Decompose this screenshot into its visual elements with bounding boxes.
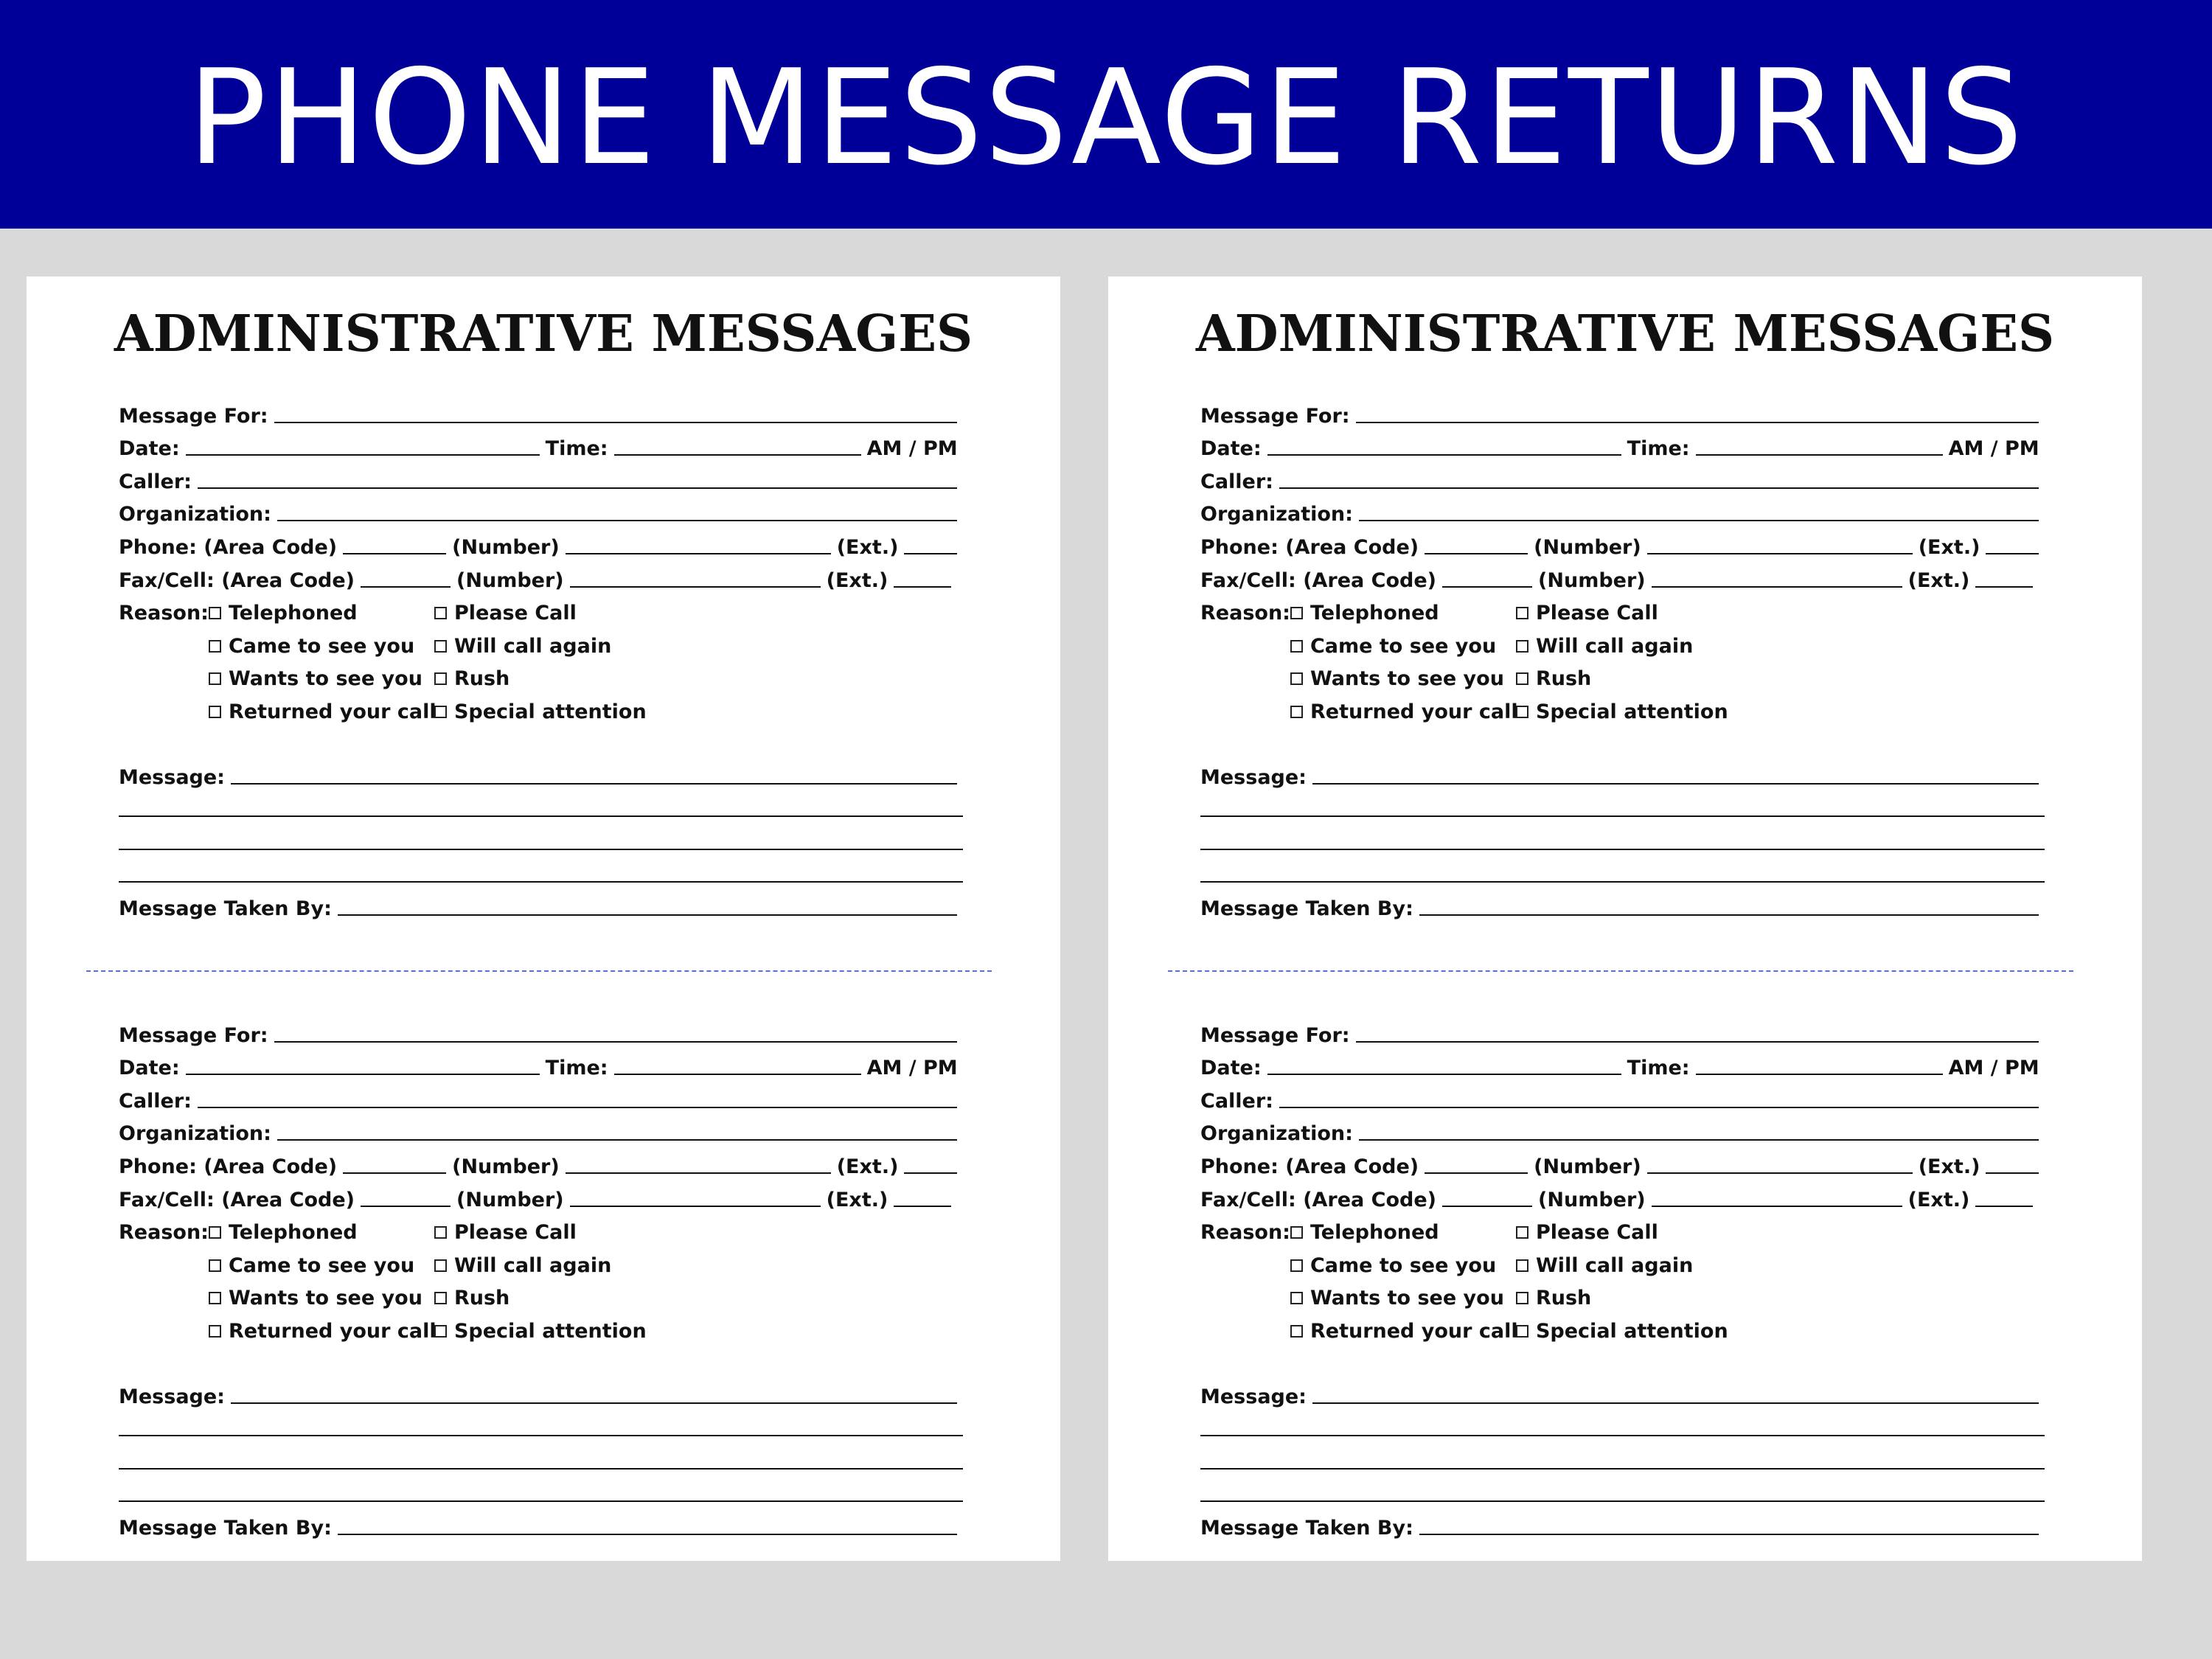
- reason-option[interactable]: [434, 1254, 655, 1277]
- message-line-field[interactable]: [1200, 1435, 2045, 1436]
- reason-option-label: Special attention: [453, 1319, 647, 1343]
- message-for-row: [1200, 394, 2045, 428]
- reason-option[interactable]: [1516, 1287, 1737, 1310]
- reason-options: [1290, 592, 1737, 723]
- message-for-row: [119, 1014, 963, 1047]
- reason-option-label: Will call again: [1535, 1253, 1694, 1277]
- reason-label: Reason:: [1200, 602, 1290, 625]
- spacer: [1200, 723, 2045, 756]
- reason-option[interactable]: [1290, 1254, 1516, 1277]
- fax-area-code-label: Fax/Cell: (Area Code): [119, 1188, 355, 1211]
- organization-field[interactable]: [277, 1139, 957, 1141]
- reason-section: [1200, 592, 2045, 723]
- reason-label-cell: [119, 1211, 209, 1245]
- caller-label: Caller:: [119, 470, 192, 493]
- reason-option-label: Telephoned: [228, 602, 358, 625]
- reason-option[interactable]: [209, 1287, 434, 1310]
- phone-ext-label: (Ext.): [1918, 535, 1980, 559]
- checkbox-icon[interactable]: [434, 1226, 447, 1239]
- reason-option[interactable]: [434, 602, 655, 625]
- fax-ext-label: (Ext.): [826, 568, 888, 592]
- caller-label: Caller:: [119, 1089, 192, 1113]
- message-line: [1200, 855, 2045, 888]
- checkbox-icon[interactable]: [1516, 607, 1528, 619]
- phone-area-code-label: Phone: (Area Code): [119, 1155, 338, 1178]
- date-field[interactable]: [186, 454, 540, 456]
- checkbox-icon[interactable]: [1516, 706, 1528, 718]
- message-for-label: Message For:: [119, 404, 268, 428]
- phone-number-label: (Number): [452, 1155, 560, 1178]
- checkbox-icon[interactable]: [1516, 1325, 1528, 1338]
- reason-option-label: Returned your call: [228, 1319, 437, 1343]
- message-row: [119, 756, 963, 789]
- fax-area-code-field[interactable]: [361, 1206, 451, 1207]
- reason-option-label: Wants to see you: [1310, 1287, 1504, 1310]
- phone-number-label: (Number): [452, 535, 560, 559]
- am-pm-label: AM / PM: [1948, 437, 2039, 461]
- reason-option[interactable]: [1516, 602, 1737, 625]
- message-line: [119, 855, 963, 888]
- phone-ext-label: (Ext.): [836, 1155, 899, 1178]
- date-time-row: [119, 428, 963, 461]
- phone-number-label: (Number): [1534, 1155, 1641, 1178]
- checkbox-icon[interactable]: [434, 1325, 447, 1338]
- taken-by-label: Message Taken By:: [1200, 897, 1413, 920]
- checkbox-icon[interactable]: [1290, 1292, 1303, 1304]
- message-line: [119, 1441, 963, 1474]
- reason-label: Reason:: [119, 1221, 209, 1245]
- checkbox-icon[interactable]: [434, 706, 447, 718]
- reason-label: Reason:: [1200, 1221, 1290, 1245]
- taken-by-label: Message Taken By:: [119, 1516, 332, 1540]
- message-line-field[interactable]: [1200, 849, 2045, 850]
- date-time-row: [1200, 428, 2045, 461]
- phone-ext-field[interactable]: [904, 1172, 957, 1174]
- reason-option-label: Wants to see you: [228, 667, 422, 691]
- message-line-field[interactable]: [1200, 815, 2045, 817]
- date-label: Date:: [119, 1057, 180, 1080]
- reason-option-label: Special attention: [1535, 1319, 1728, 1343]
- reason-option-label: Rush: [453, 1287, 510, 1310]
- checkbox-icon[interactable]: [1290, 1325, 1303, 1338]
- phone-ext-field[interactable]: [1986, 1172, 2039, 1174]
- reason-option-label: Please Call: [453, 1221, 577, 1245]
- caller-label: Caller:: [1200, 470, 1273, 493]
- message-for-field[interactable]: [274, 1041, 957, 1043]
- message-for-row: [1200, 1014, 2045, 1047]
- checkbox-icon[interactable]: [434, 1292, 447, 1304]
- reason-option-label: Returned your call: [228, 700, 437, 723]
- cut-line: [86, 970, 992, 972]
- message-for-field[interactable]: [1356, 1041, 2039, 1043]
- message-form: [1200, 394, 2045, 920]
- reason-option[interactable]: [1290, 1287, 1516, 1310]
- reason-option[interactable]: [209, 1319, 437, 1343]
- phone-row: [119, 526, 963, 559]
- phone-area-code-label: Phone: (Area Code): [1200, 535, 1419, 559]
- message-line: [1200, 1441, 2045, 1474]
- reason-section: [119, 1211, 963, 1343]
- taken-by-field[interactable]: [1419, 914, 2039, 916]
- checkbox-icon[interactable]: [209, 1226, 221, 1239]
- spacer: [1200, 1343, 2045, 1375]
- fax-area-code-label: Fax/Cell: (Area Code): [1200, 568, 1437, 592]
- checkbox-icon[interactable]: [434, 640, 447, 653]
- organization-field[interactable]: [1359, 1139, 2039, 1141]
- date-time-row: [119, 1047, 963, 1080]
- fax-area-code-label: Fax/Cell: (Area Code): [119, 568, 355, 592]
- checkbox-icon[interactable]: [209, 1292, 221, 1304]
- date-time-row: [1200, 1047, 2045, 1080]
- reason-option[interactable]: [209, 635, 434, 658]
- reason-options: [1290, 1211, 1737, 1343]
- reason-options: [209, 1211, 655, 1343]
- time-field[interactable]: [614, 454, 861, 456]
- message-line: [1200, 1408, 2045, 1441]
- reason-option-label: Came to see you: [1310, 1253, 1497, 1277]
- fax-area-code-field[interactable]: [1442, 1206, 1532, 1207]
- message-for-label: Message For:: [1200, 404, 1350, 428]
- reason-option[interactable]: [209, 1254, 434, 1277]
- time-field[interactable]: [1696, 454, 1943, 456]
- reason-option-label: Will call again: [1535, 634, 1694, 658]
- checkbox-icon[interactable]: [1290, 1259, 1303, 1272]
- fax-row: [1200, 559, 2045, 592]
- reason-label: Reason:: [119, 602, 209, 625]
- reason-option[interactable]: [1516, 1254, 1737, 1277]
- message-line-field[interactable]: [119, 1468, 963, 1470]
- message-label: Message:: [1200, 1385, 1307, 1408]
- caller-field[interactable]: [1279, 1107, 2039, 1108]
- reason-label-cell: [1200, 1211, 1290, 1245]
- reason-option[interactable]: [1516, 1320, 1737, 1343]
- reason-option-label: Please Call: [453, 602, 577, 625]
- message-line: [1200, 1474, 2045, 1507]
- message-form: [119, 394, 963, 920]
- banner-title: PHONE MESSAGE RETURNS: [187, 41, 2025, 194]
- reason-option[interactable]: [209, 1221, 434, 1244]
- checkbox-icon[interactable]: [1290, 607, 1303, 619]
- date-label: Date:: [1200, 437, 1262, 461]
- spacer: [119, 723, 963, 756]
- reason-option-label: Returned your call: [1310, 700, 1518, 723]
- message-line-field[interactable]: [1200, 1500, 2045, 1502]
- reason-option[interactable]: [1290, 700, 1516, 723]
- message-field[interactable]: [1312, 783, 2039, 785]
- checkbox-icon[interactable]: [1516, 1226, 1528, 1239]
- phone-area-code-field[interactable]: [343, 553, 446, 554]
- message-row: [1200, 756, 2045, 789]
- reason-option-label: Telephoned: [1310, 602, 1439, 625]
- checkbox-icon[interactable]: [1290, 706, 1303, 718]
- time-label: Time:: [1627, 437, 1690, 461]
- spacer: [119, 1343, 963, 1375]
- checkbox-icon[interactable]: [1516, 672, 1528, 685]
- fax-area-code-field[interactable]: [1442, 586, 1532, 588]
- organization-label: Organization:: [1200, 503, 1353, 526]
- reason-label-cell: [119, 592, 209, 625]
- message-line-field[interactable]: [1200, 881, 2045, 883]
- organization-field[interactable]: [277, 520, 957, 521]
- reason-label-cell: [1200, 592, 1290, 625]
- fax-number-field[interactable]: [570, 1206, 821, 1207]
- taken-by-row: [1200, 887, 2045, 920]
- reason-option[interactable]: [1516, 700, 1737, 723]
- am-pm-label: AM / PM: [866, 437, 958, 461]
- caller-field[interactable]: [198, 1107, 957, 1108]
- reason-option[interactable]: [1290, 1320, 1516, 1343]
- fax-ext-field[interactable]: [894, 586, 951, 588]
- time-label: Time:: [545, 437, 608, 461]
- am-pm-label: AM / PM: [1948, 1057, 2039, 1080]
- reason-option[interactable]: [1290, 1221, 1516, 1244]
- checkbox-icon[interactable]: [1290, 672, 1303, 685]
- reason-option-label: Please Call: [1535, 602, 1658, 625]
- fax-ext-label: (Ext.): [1907, 568, 1970, 592]
- message-for-row: [119, 394, 963, 428]
- message-line: [119, 1408, 963, 1441]
- phone-number-label: (Number): [1534, 535, 1641, 559]
- reason-option[interactable]: [434, 667, 655, 690]
- message-line-field[interactable]: [1200, 1468, 2045, 1470]
- caller-row: [1200, 460, 2045, 493]
- phone-row: [119, 1145, 963, 1178]
- reason-option[interactable]: [1516, 1221, 1737, 1244]
- reason-option[interactable]: [1290, 635, 1516, 658]
- reason-option[interactable]: [434, 1221, 655, 1244]
- organization-label: Organization:: [119, 503, 271, 526]
- phone-ext-label: (Ext.): [836, 535, 899, 559]
- reason-option-label: Rush: [453, 667, 510, 691]
- checkbox-icon[interactable]: [1516, 1259, 1528, 1272]
- message-label: Message:: [1200, 765, 1307, 789]
- phone-ext-field[interactable]: [904, 553, 957, 554]
- checkbox-icon[interactable]: [209, 640, 221, 653]
- taken-by-label: Message Taken By:: [1200, 1516, 1413, 1540]
- message-field[interactable]: [231, 783, 957, 785]
- taken-by-field[interactable]: [1419, 1534, 2039, 1535]
- phone-area-code-label: Phone: (Area Code): [119, 535, 338, 559]
- time-label: Time:: [1627, 1057, 1690, 1080]
- fax-row: [1200, 1178, 2045, 1211]
- reason-option[interactable]: [209, 667, 434, 690]
- reason-option-label: Telephoned: [228, 1221, 358, 1245]
- checkbox-icon[interactable]: [434, 672, 447, 685]
- message-for-label: Message For:: [119, 1023, 268, 1047]
- taken-by-row: [119, 1506, 963, 1540]
- reason-option-label: Will call again: [453, 1253, 612, 1277]
- phone-row: [1200, 526, 2045, 559]
- reason-option-label: Came to see you: [228, 1253, 415, 1277]
- message-for-field[interactable]: [1356, 422, 2039, 423]
- message-label: Message:: [119, 1385, 225, 1408]
- message-label: Message:: [119, 765, 225, 789]
- form-page-right: [1108, 276, 2142, 1561]
- checkbox-icon[interactable]: [1516, 1292, 1528, 1304]
- taken-by-label: Message Taken By:: [119, 897, 332, 920]
- reason-option-label: Wants to see you: [228, 1287, 422, 1310]
- fax-number-label: (Number): [456, 1188, 564, 1211]
- message-line-field[interactable]: [119, 815, 963, 817]
- fax-number-field[interactable]: [1652, 1206, 1902, 1207]
- caller-row: [1200, 1079, 2045, 1113]
- checkbox-icon[interactable]: [209, 1325, 221, 1338]
- message-line: [119, 821, 963, 855]
- reason-option[interactable]: [434, 1287, 655, 1310]
- message-field[interactable]: [1312, 1402, 2039, 1404]
- fax-ext-label: (Ext.): [826, 1188, 888, 1211]
- message-line-field[interactable]: [119, 849, 963, 850]
- message-row: [1200, 1375, 2045, 1408]
- date-label: Date:: [1200, 1057, 1262, 1080]
- reason-option-label: Special attention: [453, 700, 647, 723]
- cut-line: [1168, 970, 2073, 972]
- reason-option-label: Please Call: [1535, 1221, 1658, 1245]
- checkbox-icon[interactable]: [209, 706, 221, 718]
- checkbox-icon[interactable]: [209, 1259, 221, 1272]
- reason-option[interactable]: [1290, 602, 1516, 625]
- banner: [0, 0, 2212, 229]
- reason-option-label: Returned your call: [1310, 1319, 1518, 1343]
- reason-option-label: Will call again: [453, 634, 612, 658]
- message-row: [119, 1375, 963, 1408]
- taken-by-field[interactable]: [338, 1534, 957, 1535]
- message-line: [119, 789, 963, 822]
- fax-number-label: (Number): [1538, 1188, 1646, 1211]
- taken-by-field[interactable]: [338, 914, 957, 916]
- phone-area-code-field[interactable]: [1425, 1172, 1528, 1174]
- phone-area-code-field[interactable]: [343, 1172, 446, 1174]
- fax-row: [119, 559, 963, 592]
- message-line-field[interactable]: [119, 1435, 963, 1436]
- message-line-field[interactable]: [119, 881, 963, 883]
- page-title: ADMINISTRATIVE MESSAGES: [114, 305, 973, 364]
- fax-area-code-field[interactable]: [361, 586, 451, 588]
- checkbox-icon[interactable]: [434, 607, 447, 619]
- reason-option[interactable]: [209, 700, 437, 723]
- organization-row: [1200, 493, 2045, 526]
- organization-field[interactable]: [1359, 520, 2039, 521]
- organization-row: [1200, 1113, 2045, 1146]
- phone-number-field[interactable]: [1647, 1172, 1913, 1174]
- caller-field[interactable]: [198, 487, 957, 489]
- reason-option[interactable]: [1290, 667, 1516, 690]
- checkbox-icon[interactable]: [209, 607, 221, 619]
- date-field[interactable]: [1267, 1074, 1621, 1075]
- fax-number-field[interactable]: [1652, 586, 1902, 588]
- time-label: Time:: [545, 1057, 608, 1080]
- fax-ext-field[interactable]: [894, 1206, 951, 1207]
- taken-by-row: [1200, 1506, 2045, 1540]
- fax-area-code-label: Fax/Cell: (Area Code): [1200, 1188, 1437, 1211]
- time-field[interactable]: [614, 1074, 861, 1075]
- fax-number-label: (Number): [456, 568, 564, 592]
- reason-option-label: Special attention: [1535, 700, 1728, 723]
- taken-by-row: [119, 887, 963, 920]
- phone-number-field[interactable]: [566, 553, 831, 554]
- message-field[interactable]: [231, 1402, 957, 1404]
- phone-row: [1200, 1145, 2045, 1178]
- fax-number-field[interactable]: [570, 586, 821, 588]
- reason-option[interactable]: [434, 635, 655, 658]
- am-pm-label: AM / PM: [866, 1057, 958, 1080]
- message-form: [1200, 1014, 2045, 1540]
- reason-option-label: Came to see you: [228, 634, 415, 658]
- phone-area-code-field[interactable]: [1425, 553, 1528, 554]
- message-line: [1200, 821, 2045, 855]
- phone-ext-label: (Ext.): [1918, 1155, 1980, 1178]
- caller-field[interactable]: [1279, 487, 2039, 489]
- caller-row: [119, 460, 963, 493]
- phone-number-field[interactable]: [566, 1172, 831, 1174]
- reason-option-label: Rush: [1535, 667, 1592, 691]
- phone-ext-field[interactable]: [1986, 553, 2039, 554]
- message-for-field[interactable]: [274, 422, 957, 423]
- checkbox-icon[interactable]: [434, 1259, 447, 1272]
- organization-row: [119, 493, 963, 526]
- reason-section: [1200, 1211, 2045, 1343]
- reason-option[interactable]: [209, 602, 434, 625]
- caller-row: [119, 1079, 963, 1113]
- reason-section: [119, 592, 963, 723]
- fax-row: [119, 1178, 963, 1211]
- form-page-left: [27, 276, 1060, 1561]
- reason-option-label: Telephoned: [1310, 1221, 1439, 1245]
- date-field[interactable]: [186, 1074, 540, 1075]
- time-field[interactable]: [1696, 1074, 1943, 1075]
- message-line-field[interactable]: [119, 1500, 963, 1502]
- reason-option[interactable]: [1516, 667, 1737, 690]
- message-line: [1200, 789, 2045, 822]
- phone-area-code-label: Phone: (Area Code): [1200, 1155, 1419, 1178]
- fax-ext-field[interactable]: [1975, 586, 2033, 588]
- fax-number-label: (Number): [1538, 568, 1646, 592]
- phone-number-field[interactable]: [1647, 553, 1913, 554]
- date-label: Date:: [119, 437, 180, 461]
- date-field[interactable]: [1267, 454, 1621, 456]
- reason-option[interactable]: [434, 1320, 655, 1343]
- fax-ext-label: (Ext.): [1907, 1188, 1970, 1211]
- reason-option-label: Rush: [1535, 1287, 1592, 1310]
- reason-option[interactable]: [434, 700, 655, 723]
- caller-label: Caller:: [1200, 1089, 1273, 1113]
- reason-option-label: Came to see you: [1310, 634, 1497, 658]
- page-title: ADMINISTRATIVE MESSAGES: [1195, 305, 2055, 364]
- message-form: [119, 1014, 963, 1540]
- fax-ext-field[interactable]: [1975, 1206, 2033, 1207]
- message-for-label: Message For:: [1200, 1023, 1350, 1047]
- checkbox-icon[interactable]: [1516, 640, 1528, 653]
- organization-label: Organization:: [1200, 1122, 1353, 1146]
- reason-options: [209, 592, 655, 723]
- organization-label: Organization:: [119, 1122, 271, 1146]
- checkbox-icon[interactable]: [1290, 1226, 1303, 1239]
- reason-option-label: Wants to see you: [1310, 667, 1504, 691]
- message-line: [119, 1474, 963, 1507]
- checkbox-icon[interactable]: [1290, 640, 1303, 653]
- checkbox-icon[interactable]: [209, 672, 221, 685]
- reason-option[interactable]: [1516, 635, 1737, 658]
- organization-row: [119, 1113, 963, 1146]
